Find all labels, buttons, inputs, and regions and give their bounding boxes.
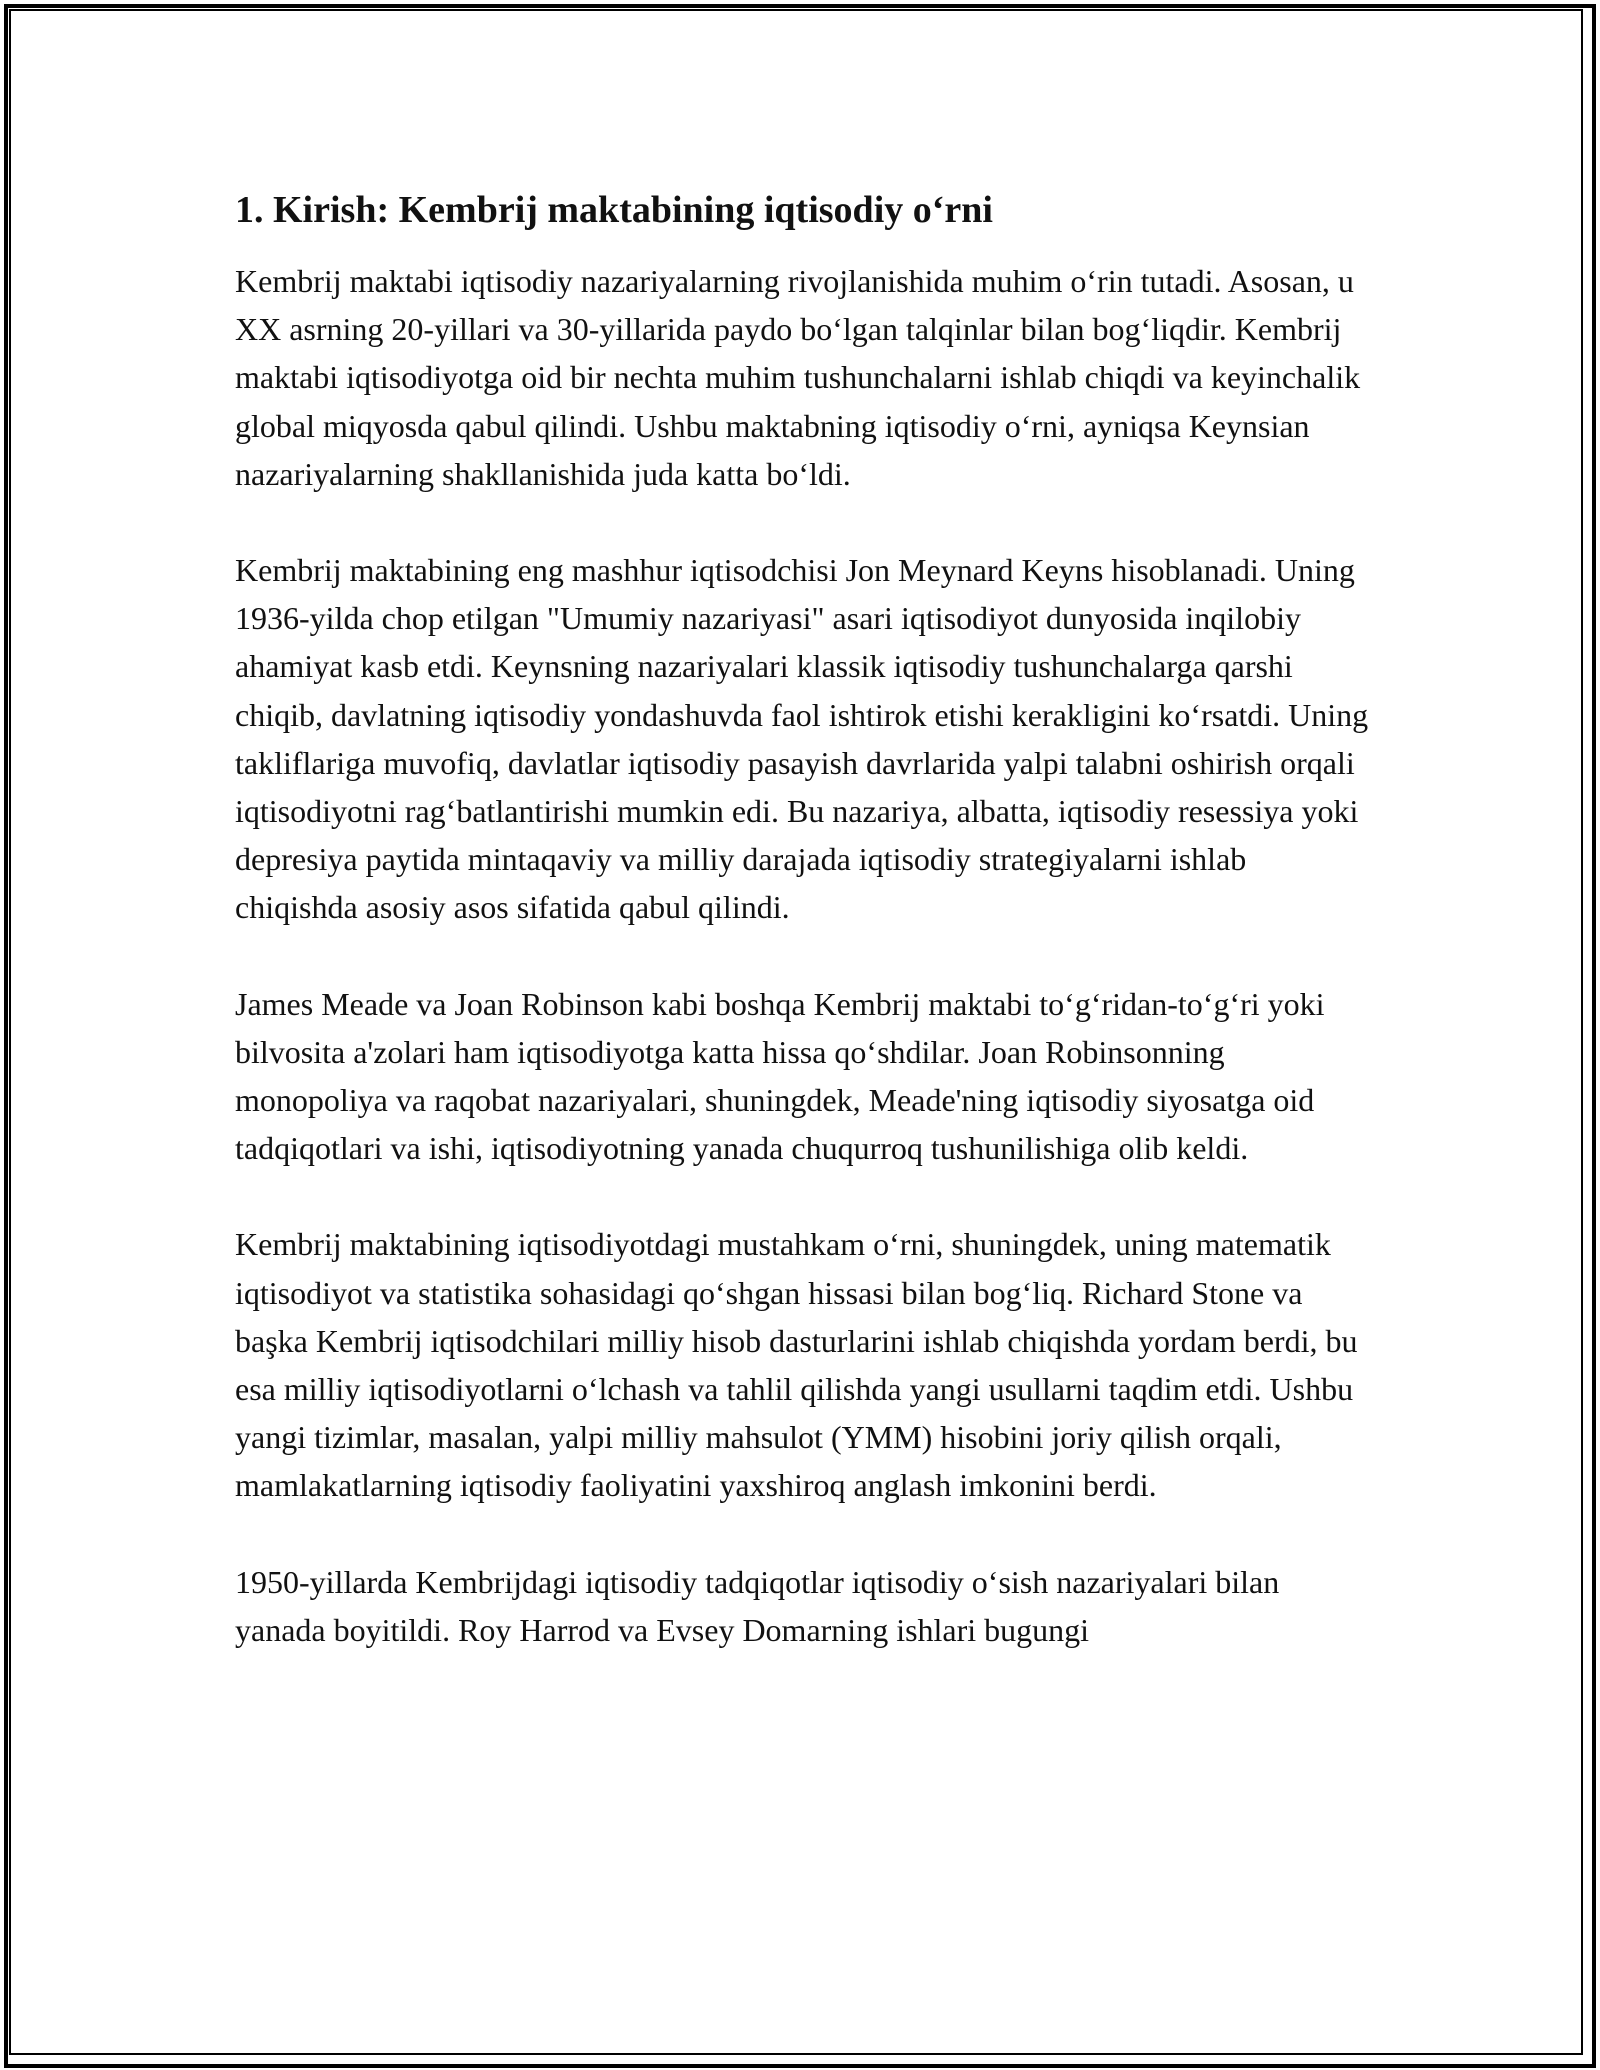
paragraph-intro: Kembrij maktabi iqtisodiy nazariyalarning rivojlanishida muhim o‘rin tutadi. Asosan, u XX asrning 20-yillari va 30-yillarida paydo bo‘lgan talqinlar bilan bog‘liqdir. Kembrij maktabi iqtisodiyotga oid bir nechta muhim tushunchalarni ishlab chiqdi va keyinchalik global miqyosda qabul qilindi. Ushbu maktabning iqtisodiy o‘rni, ayniqsa Keynsian nazariyalarning shakllanishida juda katta bo‘ldi. [235,263,1361,492]
paragraph-statistics: Kembrij maktabining iqtisodiyotdagi mustahkam o‘rni, shuningdek, uning matematik iqtisodiyot va statistika sohasidagi qo‘shgan hissasi bilan bog‘liq. Richard Stone va başka Kembrij iqtisodchilari milliy hisob dasturlarini ishlab chiqishda yordam berdi, bu esa milliy iqtisodiyotlarni o‘lchash va tahlil qilishda yangi usullarni taqdim etdi. Ushbu yangi tizimlar, masalan, yalpi milliy mahsulot (YMM) hisobini joriy qilish orqali, mamlakatlarning iqtisodiy faoliyatini yaxshiroq anglash imkonini berdi. [235,1226,1358,1504]
section-heading: 1. Kirish: Kembrij maktabining iqtisodiy o‘rni [235,189,993,231]
paragraph-meade-robinson: James Meade va Joan Robinson kabi boshqa Kembrij maktabi to‘g‘ridan-to‘g‘ri yoki bilvosita a'zolari ham iqtisodiyotga katta hissa qo‘shdilar. Joan Robinsonning monopoliya va raqobat nazariyalari, shuningdek, Meade'ning iqtisodiy siyosatga oid tadqiqotlari va ishi, iqtisodiyotning yanada chuqurroq tushunilishiga olib keldi. [235,985,1325,1167]
paragraph-keynes: Kembrij maktabining eng mashhur iqtisodchisi Jon Meynard Keyns hisoblanadi. Uning 1936-yilda chop etilgan "Umumiy nazariyasi" asari iqtisodiyot dunyosida inqilobiy ahamiyat kasb etdi. Keynsning nazariyalari klassik iqtisodiy tushunchalarga qarshi chiqib, davlatning iqtisodiy yondashuvda faol ishtirok etishi kerakligini ko‘rsatdi. Uning takliflariga muvofiq, davlatlar iqtisodiy pasayish davrlarida yalpi talabni oshirish orqali iqtisodiyotni rag‘batlantirishi mumkin edi. Bu nazariya, albatta, iqtisodiy resessiya yoki depresiya paytida mintaqaviy va milliy darajada iqtisodiy strategiyalarni ishlab chiqishda asosiy asos sifatida qabul qilindi. [235,552,1369,926]
paragraph-growth: 1950-yillarda Kembrijdagi iqtisodiy tadqiqotlar iqtisodiy o‘sish nazariyalari bilan yanada boyitildi. Roy Harrod va Evsey Domarning ishlari bugungi [235,1563,1280,1648]
document-body [235,186,1375,1702]
